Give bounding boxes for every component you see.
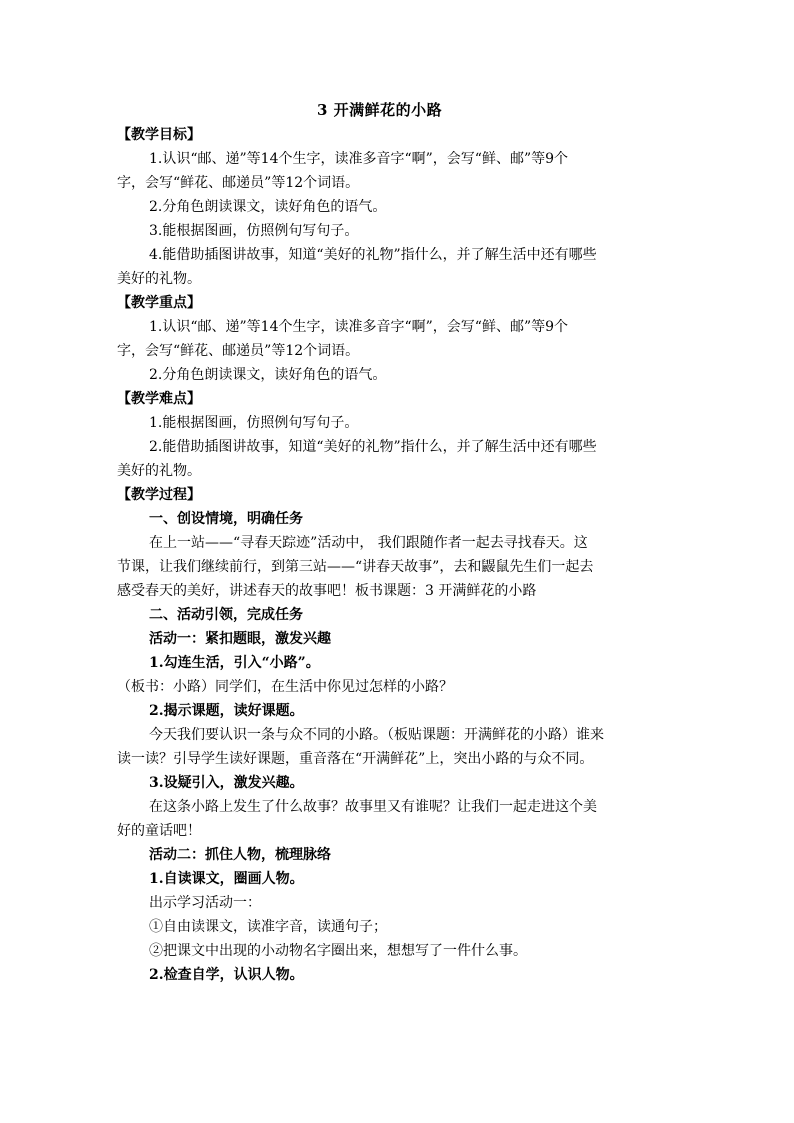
process-line: 感受春天的美好，讲述春天的故事吧！板书课题：3 开满鲜花的小路 [117,583,537,599]
goals-line-3: 2.分角色朗读课文，读好角色的语气。 [149,199,387,215]
process-line: 好的童话吧！ [117,823,201,839]
goals-line-6: 美好的礼物。 [117,271,201,287]
process-line: 在上一站——“寻春天踪迹”活动中， 我们跟随作者一起去寻找春天。这 [149,535,588,551]
difficulties-line-3: 美好的礼物。 [117,463,201,479]
sub-step-heading: 2.揭示课题，读好课题。 [149,703,304,719]
goals-line-2: 字，会写“鲜花、邮递员”等12个词语。 [117,175,360,191]
section-heading-goals: 【教学目标】 [117,127,201,143]
process-list-item: ①自由读课文，读准字音，读通句子； [149,919,387,935]
process-step-heading: 一、创设情境，明确任务 [149,511,303,527]
process-line: 今天我们要认识一条与众不同的小路。（板贴课题：开满鲜花的小路）谁来 [149,727,604,743]
activity-heading: 活动二：抓住人物，梳理脉络 [149,847,331,863]
sub-step-heading: 2.检查自学，认识人物。 [149,967,304,983]
process-line: 读一读？引导学生读好课题，重音落在“开满鲜花”上，突出小路的与众不同。 [117,751,594,767]
process-list-item: ②把课文中出现的小动物名字圈出来，想想写了一件什么事。 [149,943,527,959]
goals-line-1: 1.认识“邮、递”等14个生字，读准多音字“啊”，会写“鲜、邮”等9个 [149,151,569,167]
process-line: 在这条小路上发生了什么故事？故事里又有谁呢？让我们一起走进这个美 [149,799,597,815]
sub-step-heading: 1.勾连生活，引入“小路”。 [149,655,320,671]
process-line: 出示学习活动一： [149,895,261,911]
key-points-line-3: 2.分角色朗读课文，读好角色的语气。 [149,367,387,383]
key-points-line-2: 字，会写“鲜花、邮递员”等12个词语。 [117,343,360,359]
difficulties-line-2: 2.能借助插图讲故事，知道“美好的礼物”指什么，并了解生活中还有哪些 [149,439,597,455]
process-line: （板书：小路）同学们，在生活中你见过怎样的小路？ [117,679,453,695]
section-heading-difficulties: 【教学难点】 [117,391,201,407]
process-step-heading: 二、活动引领，完成任务 [149,607,303,623]
difficulties-line-1: 1.能根据图画，仿照例句写句子。 [149,415,359,431]
key-points-line-1: 1.认识“邮、递”等14个生字，读准多音字“啊”，会写“鲜、邮”等9个 [149,319,569,335]
sub-step-heading: 1.自读课文，圈画人物。 [149,871,304,887]
section-heading-process: 【教学过程】 [117,487,201,503]
process-line: 节课，让我们继续前行，到第三站——“讲春天故事”，去和鼹鼠先生们一起去 [117,559,594,575]
activity-heading: 活动一：紧扣题眼，激发兴趣 [149,631,331,647]
section-heading-key-points: 【教学重点】 [117,295,201,311]
document-title: 3 开满鲜花的小路 [317,101,443,119]
goals-line-5: 4.能借助插图讲故事，知道“美好的礼物”指什么，并了解生活中还有哪些 [149,247,597,263]
goals-line-4: 3.能根据图画，仿照例句写句子。 [149,223,359,239]
sub-step-heading: 3.设疑引入，激发兴趣。 [149,775,304,791]
